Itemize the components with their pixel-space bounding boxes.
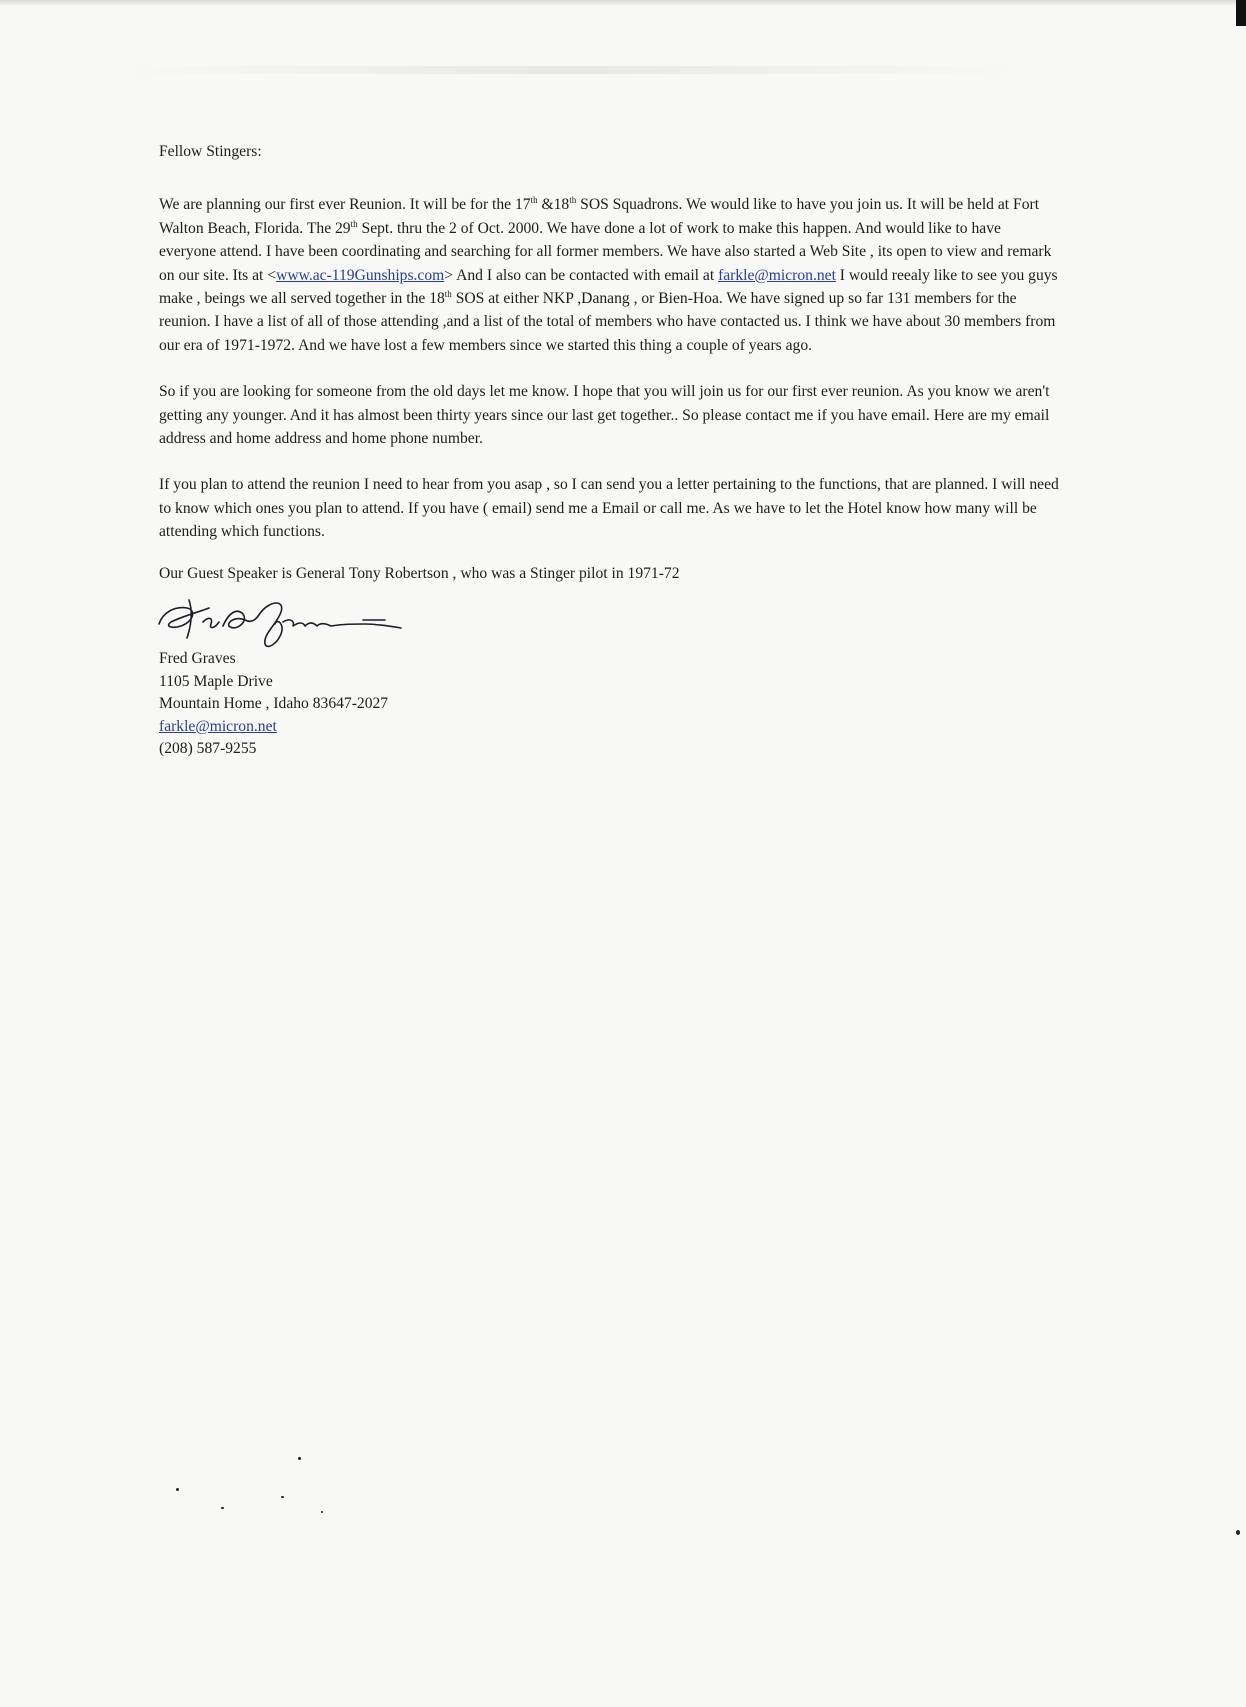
scan-speck: [298, 1457, 301, 1460]
p1-text-f: I would reealy like to see you guys make , beings we all served together in the 18: [159, 266, 1058, 308]
p1-text-a: We are planning our first ever Reunion. It will be for the 17: [159, 196, 531, 214]
scan-smudge: [120, 66, 1020, 74]
scan-speck: [281, 1496, 284, 1498]
email-link[interactable]: farkle@micron.net: [718, 266, 836, 284]
salutation: Fellow Stingers:: [159, 143, 262, 160]
handwritten-signature: [153, 582, 473, 652]
sender-city: Mountain Home , Idaho 83647-2027: [159, 695, 389, 713]
sender-street: 1105 Maple Drive: [159, 672, 273, 690]
scan-speck: [176, 1488, 179, 1491]
letter-body: [159, 140, 1059, 761]
sender-email-link[interactable]: farkle@micron.net: [159, 717, 277, 735]
signature-block: [159, 608, 1059, 761]
paragraph-guest-speaker: Our Guest Speaker is General Tony Robertson , who was a Stinger pilot in 1971-72: [159, 564, 680, 582]
p1-sup-4: th: [444, 289, 452, 300]
paragraph-reunion: [159, 193, 1059, 357]
sender-name: Fred Graves: [159, 650, 236, 668]
p1-text-b: &18: [537, 196, 570, 214]
scan-speck: [221, 1507, 224, 1509]
website-link[interactable]: www.ac-119Gunships.com: [276, 266, 445, 284]
paragraph-attend: If you plan to attend the reunion I need to hear from you asap , so I can send you a letter pertaining to the functions, that are planned. I will need to know which ones you plan to attend. If you have ( email) send me a Email or call me. As we have to let the Hotel know how many will be attending which functions.: [159, 476, 1059, 541]
sender-phone: (208) 587-9255: [159, 740, 257, 758]
p1-text-g: SOS at either NKP ,Danang , or Bien-Hoa. We have signed up so far 131 members for the reunion. I have a list of all of those attending ,and a list of the total of members who have contacted us. I think we have about 30 members from our era of 1971-1972. And we have lost a few members since we started this thing a couple of years ago.: [159, 290, 1056, 354]
p1-sup-1: th: [530, 195, 538, 206]
p1-sup-3: th: [350, 218, 358, 229]
p1-text-d: Sept. thru the 2 of Oct. 2000. We have done a lot of work to make this happen. And would like to have everyone attend. I have been coordinating and searching for all former members. We have also started a Web Site , its open to view and remark on our site. Its at <: [159, 219, 1052, 284]
p1-sup-2: th: [569, 195, 577, 206]
scan-corner-mark: [1236, 0, 1246, 26]
scan-edge: [0, 0, 1246, 6]
p1-text-e: > And I also can be contacted with email at: [444, 266, 719, 284]
p1-text-c: SOS Squadrons. We would like to have you join us. It will be held at Fort Walton Beach, Florida. The 29: [159, 196, 1040, 237]
scan-speck: [321, 1511, 323, 1513]
paragraph-contact: So if you are looking for someone from the old days let me know. I hope that you will join us for our first ever reunion. As you know we aren't getting any younger. And it has almost been thirty years since our last get together.. So please contact me if you have email. Here are my email address and home address and home phone number.: [159, 383, 1050, 448]
scan-speck: [1236, 1530, 1240, 1535]
